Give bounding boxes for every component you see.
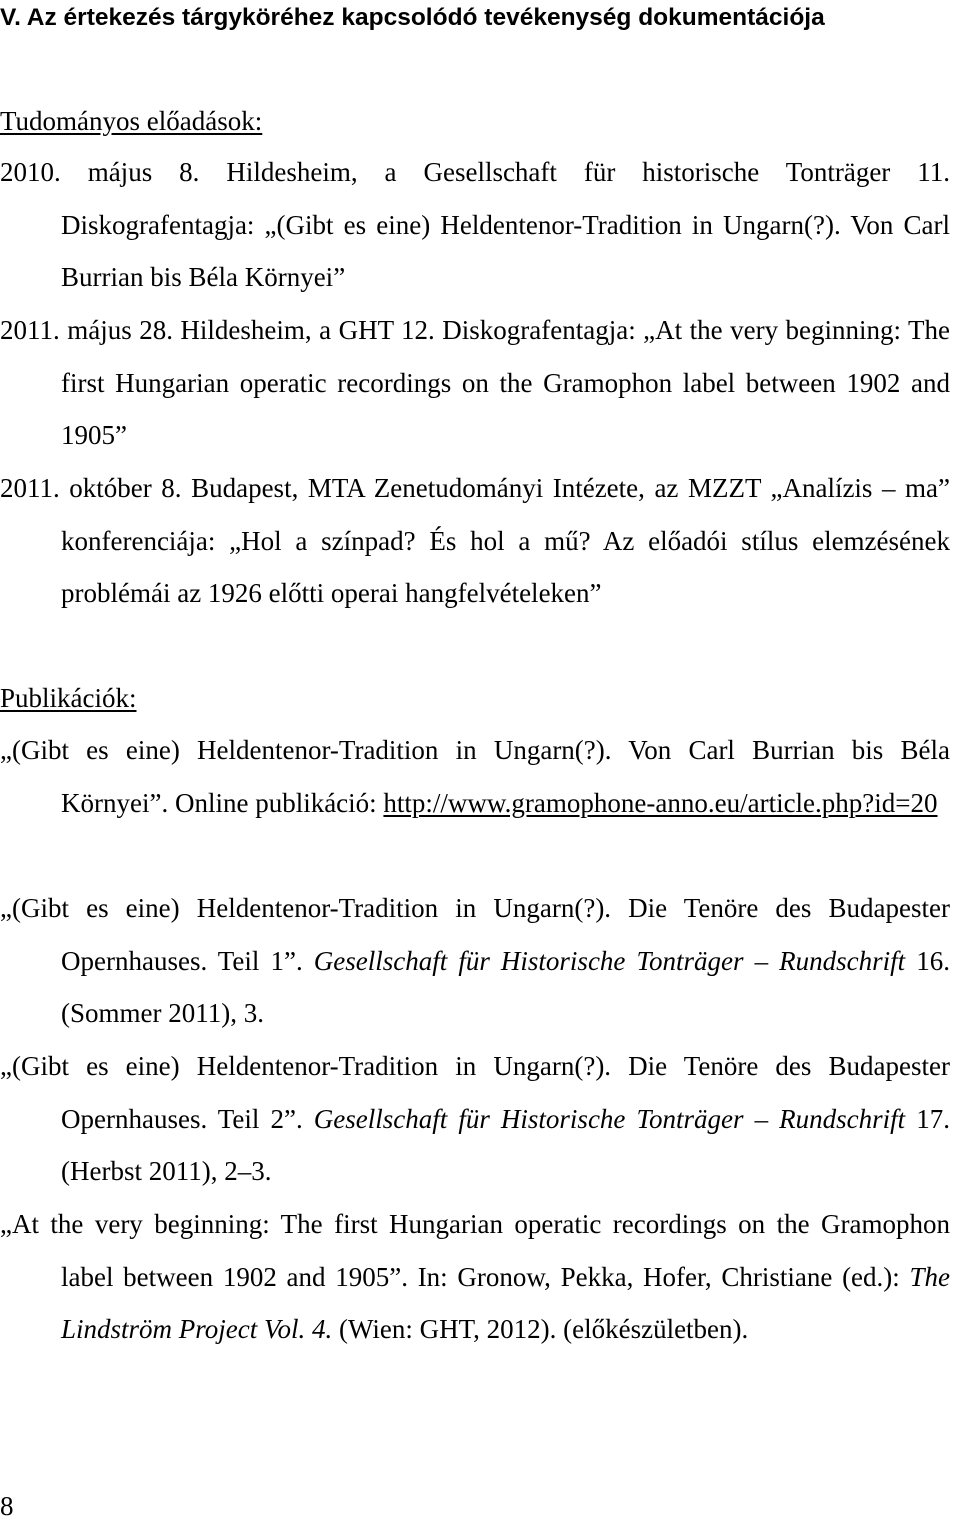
talk-item-2010: 2010. május 8. Hildesheim, a Gesellschaft für historische Tonträger 11. Diskografentagja: „(Gibt es eine) Heldentenor-Tradition in Ungarn(?). Von Carl Burrian bis Béla Környei” [0, 157, 950, 293]
publication-item-teil-2 [0, 1040, 950, 1198]
publication-item-online [0, 724, 950, 829]
publication-text-after: 17. (Herbst 2011), 2–3. [61, 1103, 950, 1187]
talk-item-2011-may: 2011. május 28. Hildesheim, a GHT 12. Diskografentagja: „At the very beginning: The first Hungarian operatic recordings on the Gramophon label between 1902 and 1905” [0, 315, 950, 451]
publication-url-link[interactable]: http://www.gramophone-anno.eu/article.php?id=20 [383, 787, 938, 818]
talk-item-2011-october: 2011. október 8. Budapest, MTA Zenetudományi Intézete, az MZZT „Analízis – ma” konferenciája: „Hol a színpad? És hol a mű? Az előadói stílus elemzésének problémái az 1926 előtti operai hangfelvételeken” [0, 473, 950, 609]
publication-text: „(Gibt es eine) Heldentenor-Tradition in Ungarn(?). Von Carl Burrian bis Béla Környei”. Online publikáció: [0, 735, 950, 818]
talks-title: Tudományos előadások: [0, 106, 263, 136]
page-number: 8 [0, 1491, 14, 1521]
publication-text: „(Gibt es eine) Heldentenor-Tradition in Ungarn(?). Die Tenöre des Budapester Opernhauses. Teil 1”. [0, 893, 950, 976]
publication-item-teil-1 [0, 882, 950, 1040]
publication-text: „(Gibt es eine) Heldentenor-Tradition in Ungarn(?). Die Tenöre des Budapester Opernhauses. Teil 2”. [0, 1051, 950, 1134]
publication-book-title: The Lindström Project Vol. 4. [61, 1261, 950, 1345]
publication-text: „At the very beginning: The first Hungarian operatic recordings on the Gramophon label between 1902 and 1905”. In: Gronow, Pekka, Hofer, Christiane (ed.): [0, 1209, 950, 1292]
publication-item-lindstroem [0, 1198, 950, 1356]
publication-text-after: (Wien: GHT, 2012). (előkészületben). [332, 1314, 749, 1345]
publication-journal: Gesellschaft für Historische Tonträger – Rundschrift [313, 945, 906, 976]
section-heading: V. Az értekezés tárgyköréhez kapcsolódó tevékenység dokumentációja [0, 4, 825, 31]
publication-journal: Gesellschaft für Historische Tonträger – Rundschrift [313, 1103, 906, 1134]
publication-text-after: 16. (Sommer 2011), 3. [61, 945, 950, 1029]
publications-title: Publikációk: [0, 683, 137, 713]
